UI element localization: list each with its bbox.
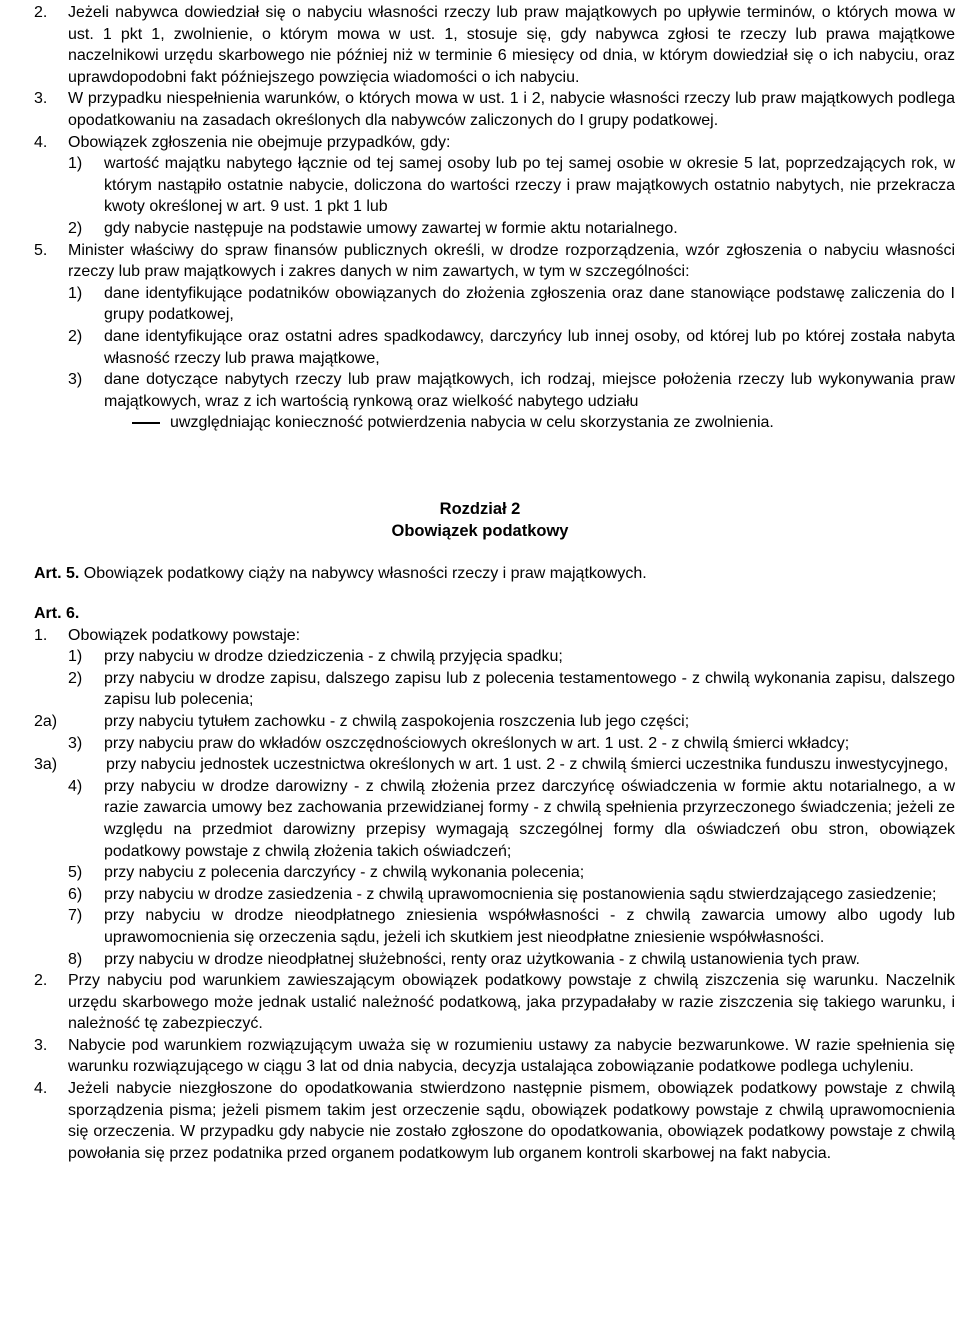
dash-clause-text: uwzględniając konieczność potwierdzenia nabycia w celu skorzystania ze zwolnienia. xyxy=(170,414,774,432)
art6-point-4 xyxy=(0,776,960,862)
paragraph-number: 2. xyxy=(34,972,48,990)
paragraph-text: W przypadku niespełnienia warunków, o których mowa w ust. 1 i 2, nabycie własności rzeczy lub praw majątkowych podlega opodatkowaniu na zasadach określonych dla nabywców zaliczonych do I grupy podatkowej. xyxy=(68,90,955,129)
paragraph-number: 4. xyxy=(34,1080,48,1098)
paragraph-text: Jeżeli nabywca dowiedział się o nabyciu własności rzeczy lub praw majątkowych po upływie terminów, o których mowa w ust. 1 pkt 1, zwolnienie, o którym mowa w ust. 1, stosuje się, gdy nabywca zgłosi te rzeczy lub prawa majątkowe naczelnikowi urzędu skarbowego nie później niż w terminie 6 miesięcy od dnia, w którym dowiedział się o ich nabyciu, oraz uprawdopodobni fakt późniejszego powzięcia wiadomości o ich nabyciu. xyxy=(68,4,955,86)
point-text: przy nabyciu w drodze dziedziczenia - z chwilą przyjęcia spadku; xyxy=(104,648,563,666)
point-5-1 xyxy=(0,283,960,326)
art6-paragraph-2 xyxy=(0,970,960,1035)
chapter-subtitle: Obowiązek podatkowy xyxy=(391,522,569,540)
article-4a-continuation xyxy=(0,2,960,434)
point-text: przy nabyciu w drodze nieodpłatnej służebności, renty oraz użytkowania - z chwilą ustanowienia tych praw. xyxy=(104,950,860,968)
paragraph-text: Nabycie pod warunkiem rozwiązującym uważa się w rozumieniu ustawy za nabycie bezwarunkowe. W razie spełnienia się warunku rozwiązującego w ciągu 3 lat od dnia nabycia, decyzja ustalająca zobowiązanie podatkowe podlega uchyleniu. xyxy=(68,1036,955,1076)
art6-paragraph-1 xyxy=(0,625,960,647)
point-4-1 xyxy=(0,153,960,218)
point-number: 5) xyxy=(68,864,83,882)
paragraph-2 xyxy=(0,2,960,88)
paragraph-text: Obowiązek podatkowy powstaje: xyxy=(68,626,301,644)
point-text: przy nabyciu tytułem zachowku - z chwilą zaspokojenia roszczenia lub jego części; xyxy=(104,712,690,730)
paragraph-text: Jeżeli nabycie niezgłoszone do opodatkowania stwierdzono następnie pismem, obowiązek podatkowy powstaje z chwilą sporządzenia pisma; jeżeli pismem takim jest orzeczenie sądu, obowiązek podatkowy powstaje z chwilą uprawomocnienia się orzeczenia. W przypadku gdy nabycie nie zostało zgłoszone do opodatkowania, obowiązek podatkowy powstaje z chwilą powołania się przez podatnika przed organem podatkowym lub organem kontroli skarbowej na fakt nabycia. xyxy=(68,1080,955,1162)
art6-paragraph-3 xyxy=(0,1035,960,1078)
paragraph-text: Minister właściwy do spraw finansów publicznych określi, w drodze rozporządzenia, wzór zgłoszenia o nabyciu własności rzeczy lub praw majątkowych i zakres danych w nim zawartych, w tym w szczególności: xyxy=(68,241,955,281)
article-6-label: Art. 6. xyxy=(34,605,80,622)
art6-point-6 xyxy=(0,884,960,906)
point-text: przy nabyciu praw do wkładów oszczędnościowych określonych w art. 1 ust. 2 - z chwilą śmierci wkładcy; xyxy=(104,734,850,752)
point-text: dane identyfikujące podatników obowiązanych do złożenia zgłoszenia oraz dane stanowiące podstawę zaliczenia do I grupy podatkowej, xyxy=(104,284,955,324)
point-number: 3) xyxy=(68,734,83,752)
point-text: przy nabyciu z polecenia darczyńcy - z chwilą wykonania polecenia; xyxy=(104,864,585,882)
paragraph-number: 3. xyxy=(34,90,48,108)
paragraph-number: 2. xyxy=(34,4,48,21)
chapter-heading xyxy=(0,498,960,542)
art6-point-8 xyxy=(0,949,960,971)
paragraph-3 xyxy=(0,88,960,131)
point-4-2 xyxy=(0,218,960,240)
point-5-2 xyxy=(0,326,960,369)
point-number: 2) xyxy=(68,327,83,345)
point-text: przy nabyciu w drodze zapisu, dalszego zapisu lub z polecenia testamentowego - z chwilą wykonania zapisu, dalszego zapisu lub polecenia; xyxy=(104,669,955,709)
point-text: przy nabyciu w drodze darowizny - z chwilą złożenia przez darczyńcę oświadczenia w formie aktu notarialnego, a w razie zawarcia umowy bez zachowania przewidzianej formy - z chwilą spełnienia przyrzeczonego świadczenia; jeżeli ze względu na przedmiot darowizny przepisy wymagają szczególnej formy dla oświadczeń obu stron, obowiązek podatkowy powstaje z chwilą złożenia takich oświadczeń; xyxy=(104,777,955,860)
paragraph-4 xyxy=(0,132,960,154)
point-number: 3) xyxy=(68,371,83,389)
point-number: 7) xyxy=(68,907,83,925)
article-5-body: Obowiązek podatkowy ciąży na nabywcy własności rzeczy i praw majątkowych. xyxy=(83,565,647,582)
dash-clause xyxy=(0,412,960,434)
art6-point-3 xyxy=(0,733,960,755)
article-5-text xyxy=(34,563,955,585)
paragraph-number: 3. xyxy=(34,1036,48,1054)
point-5-3 xyxy=(0,369,960,412)
point-number: 1) xyxy=(68,284,83,302)
paragraph-number: 5. xyxy=(34,241,48,259)
point-number: 4) xyxy=(68,777,83,795)
art6-paragraph-4 xyxy=(0,1078,960,1164)
paragraph-number: 1. xyxy=(34,626,48,644)
point-number: 2) xyxy=(68,669,83,687)
paragraph-number: 4. xyxy=(34,133,48,151)
point-text: przy nabyciu w drodze zasiedzenia - z chwilą uprawomocnienia się postanowienia sądu stwierdzającego zasiedzenie; xyxy=(104,885,937,903)
article-6 xyxy=(0,603,960,1164)
paragraph-text: Przy nabyciu pod warunkiem zawieszającym obowiązek podatkowy powstaje z chwilą ziszczenia się warunku. Naczelnik urzędu skarbowego może jednak ustalić należność podatkową, jaka przypadałaby w razie ziszczenia się takiego warunku, i należność tę zabezpieczyć. xyxy=(68,972,955,1033)
dash-mark xyxy=(132,422,160,424)
art6-point-5 xyxy=(0,862,960,884)
article-5-label: Art. 5. xyxy=(34,565,80,582)
chapter-title: Rozdział 2 xyxy=(439,500,521,518)
paragraph-text: Obowiązek zgłoszenia nie obejmuje przypadków, gdy: xyxy=(68,133,451,151)
art6-point-2a xyxy=(0,711,960,733)
point-text: dane dotyczące nabytych rzeczy lub praw majątkowych, ich rodzaj, miejsce położenia rzeczy lub wykonywania praw majątkowych, wraz z ich wartością rynkową oraz wielkość nabytego udziału xyxy=(104,371,955,410)
point-number: 2a) xyxy=(34,712,58,730)
art6-point-1 xyxy=(0,646,960,668)
point-text: wartość majątku nabytego łącznie od tej samej osoby lub po tej samej osobie w okresie 5 lat, poprzedzających rok, w którym nastąpiło ostatnie nabycie, doliczona do wartości rzeczy i praw majątkowych ostatnio nabytych, nie przekracza kwoty określonej w art. 9 ust. 1 pkt 1 lub xyxy=(104,155,955,216)
point-text: dane identyfikujące oraz ostatni adres spadkodawcy, darczyńcy lub innej osoby, od której lub po której została nabyta własność rzeczy lub prawa majątkowe, xyxy=(104,327,955,367)
article-5 xyxy=(0,563,960,585)
point-number: 8) xyxy=(68,950,83,968)
point-number: 6) xyxy=(68,885,83,903)
point-number: 1) xyxy=(68,648,83,666)
point-text: gdy nabycie następuje na podstawie umowy zawartej w formie aktu notarialnego. xyxy=(104,219,678,237)
point-number: 3a) xyxy=(34,756,58,774)
point-text: przy nabyciu w drodze nieodpłatnego zniesienia współwłasności - z chwilą zawarcia umowy albo ugody lub uprawomocnienia się orzeczenia sądu, jeżeli ich skutkiem jest nieodpłatne zniesienie współwłasności. xyxy=(104,907,955,946)
point-number: 1) xyxy=(68,155,83,173)
art6-point-7 xyxy=(0,905,960,948)
paragraph-5 xyxy=(0,240,960,283)
point-text: przy nabyciu jednostek uczestnictwa określonych w art. 1 ust. 2 - z chwilą śmierci uczestnika funduszu inwestycyjnego, xyxy=(106,756,949,774)
art6-point-2 xyxy=(0,668,960,711)
art6-point-3a xyxy=(0,754,960,776)
point-number: 2) xyxy=(68,219,83,237)
